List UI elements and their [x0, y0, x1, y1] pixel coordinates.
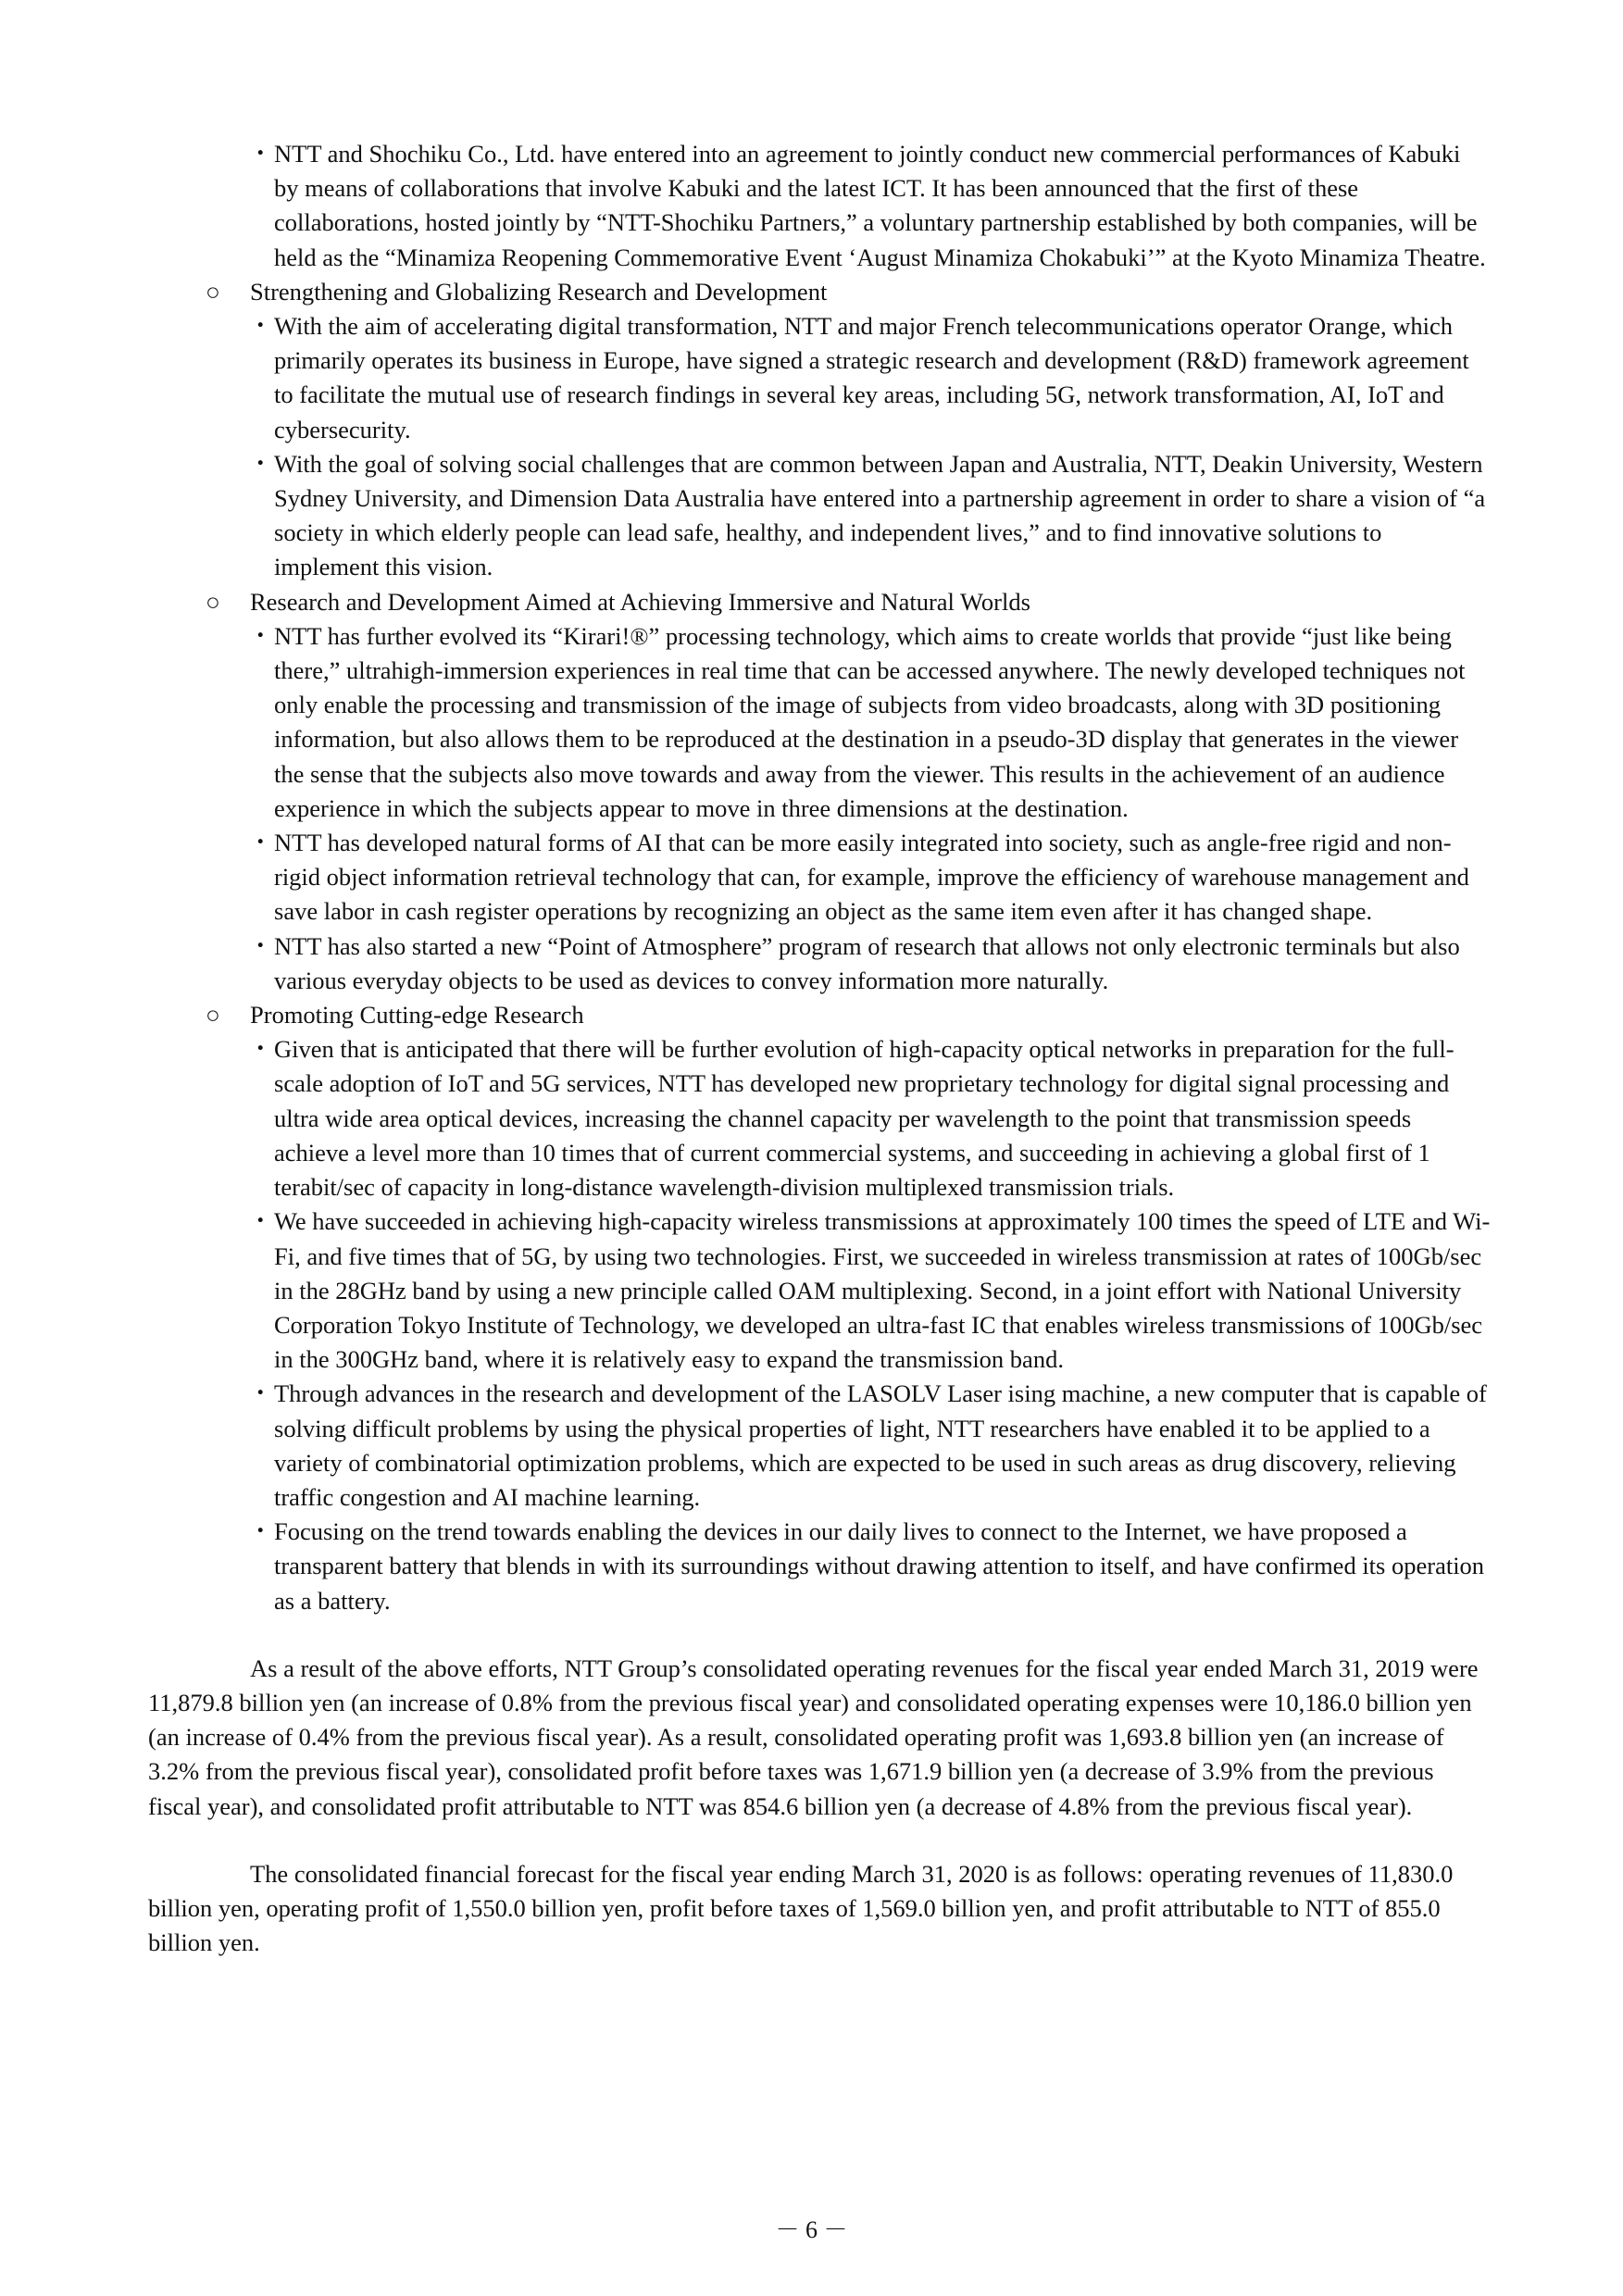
- list-item: [148, 619, 1491, 826]
- bullet-text: We have succeeded in achieving high-capacity wireless transmissions at approximately 100 times the speed of LTE and Wi-Fi, and five times that of 5G, by using two technologies. First, we succeeded in wireless transmission at rates of 100Gb/sec in the 28GHz band by using a new principle called OAM multiplexing. Second, in a joint effort with National University Corporation Tokyo Institute of Technology, we developed an ultra-fast IC that enables wireless transmissions of 100Gb/sec in the 300GHz band, where it is relatively easy to expand the transmission band.: [274, 1207, 1491, 1374]
- page-content: [148, 137, 1491, 1960]
- forecast-paragraph: The consolidated financial forecast for the fiscal year ending March 31, 2020 is as follows: operating revenues of 11,830.0 billion yen, operating profit of 1,550.0 billion yen, profit before taxes of 1,569.0 billion yen, and profit attributable to NTT of 855.0 billion yen.: [148, 1859, 1454, 1957]
- bullet-text: Given that is anticipated that there will be further evolution of high-capacity optical networks in preparation for the full-scale adoption of IoT and 5G services, NTT has developed new proprietary technology for digital signal processing and ultra wide area optical devices, increasing the channel capacity per wavelength to the point that transmission speeds achieve a level more than 10 times that of current commercial systems, and succeeding in achieving a global first of 1 terabit/sec of capacity in long-distance wavelength-division multiplexed transmission trials.: [274, 1035, 1454, 1202]
- bullet-text: Through advances in the research and development of the LASOLV Laser ising machine, a new computer that is capable of solving difficult problems by using the physical properties of light, NTT researchers have enabled it to be applied to a variety of combinatorial optimization problems, which are expected to be used in such areas as drug discovery, relieving traffic congestion and AI machine learning.: [274, 1379, 1487, 1511]
- list-item: [148, 826, 1491, 930]
- page-number: － 6 －: [775, 2216, 848, 2243]
- bullet-marker: ・: [248, 1207, 273, 1236]
- bullet-marker: ・: [248, 621, 273, 650]
- bullet-marker: ・: [248, 1517, 273, 1546]
- section-heading: [148, 275, 1491, 309]
- bullet-text: NTT has developed natural forms of AI that can be more easily integrated into society, such as angle-free rigid and non-rigid object information retrieval technology that can, for example, improve the efficiency of warehouse management and save labor in cash register operations by recognizing an object as the same item even after it has changed shape.: [274, 829, 1469, 926]
- section-heading-text: Strengthening and Globalizing Research and Development: [250, 277, 828, 306]
- section-heading: [148, 585, 1491, 619]
- list-item: [148, 1515, 1491, 1618]
- section-heading: [148, 998, 1491, 1032]
- list-item: [148, 1377, 1491, 1515]
- bullet-text: NTT has also started a new “Point of Atmosphere” program of research that allows not only electronic terminals but also various everyday objects to be used as devices to convey information more naturally.: [274, 931, 1460, 994]
- list-item: [148, 930, 1491, 998]
- bullet-text: Focusing on the trend towards enabling the devices in our daily lives to connect to the Internet, we have proposed a transparent battery that blends in with its surroundings without drawing attention to itself, and have confirmed its operation as a battery.: [274, 1517, 1485, 1615]
- list-item: [148, 447, 1491, 585]
- bullet-marker: ・: [248, 829, 273, 857]
- section-heading-text: Research and Development Aimed at Achieving Immersive and Natural Worlds: [250, 587, 1030, 616]
- bullet-marker: ・: [248, 1035, 273, 1064]
- list-item: [148, 1204, 1491, 1377]
- bullet-marker: ・: [248, 1379, 273, 1408]
- section-heading-text: Promoting Cutting-edge Research: [250, 1001, 584, 1029]
- section-marker: ○: [206, 587, 221, 616]
- bullet-text: NTT and Shochiku Co., Ltd. have entered into an agreement to jointly conduct new commercial performances of Kabuki by means of collaborations that involve Kabuki and the latest ICT. It has been announced that the first of these collaborations, hosted jointly by “NTT-Shochiku Partners,” a voluntary partnership established by both companies, will be held as the “Minamiza Reopening Commemorative Event ‘August Minamiza Chokabuki’” at the Kyoto Minamiza Theatre.: [274, 140, 1486, 271]
- intro-bullet: [148, 137, 1491, 275]
- bullet-marker: ・: [248, 312, 273, 341]
- bullet-marker: ・: [248, 931, 273, 960]
- spacer: [148, 1618, 1491, 1652]
- bullet-text: With the goal of solving social challenges that are common between Japan and Australia, NTT, Deakin University, Western Sydney University, and Dimension Data Australia have entered into a partnership agreement in order to share a vision of “a society in which elderly people can lead safe, healthy, and independent lives,” and to find innovative solutions to implement this vision.: [274, 449, 1486, 581]
- list-item: [148, 309, 1491, 447]
- section-marker: ○: [206, 277, 221, 306]
- section-marker: ○: [206, 1001, 221, 1029]
- spacer: [148, 1824, 1491, 1857]
- bullet-text: NTT has further evolved its “Kirari!®” processing technology, which aims to create worlds that provide “just like being there,” ultrahigh-immersion experiences in real time that can be accessed anywhere. The newly developed techniques not only enable the processing and transmission of the image of subjects from video broadcasts, along with 3D positioning information, but also allows them to be reproduced at the destination in a pseudo-3D display that generates in the viewer the sense that the subjects also move towards and away from the viewer. This results in the achievement of an audience experience in which the subjects appear to move in three dimensions at the destination.: [274, 621, 1466, 822]
- list-item: [148, 1032, 1491, 1204]
- bullet-marker: ・: [248, 449, 273, 478]
- bullet-text: With the aim of accelerating digital transformation, NTT and major French telecommunications operator Orange, which primarily operates its business in Europe, have signed a strategic research and development (R&D) framework agreement to facilitate the mutual use of research findings in several key areas, including 5G, network transformation, AI, IoT and cybersecurity.: [274, 312, 1469, 443]
- bullet-marker: ・: [248, 140, 273, 168]
- results-paragraph: As a result of the above efforts, NTT Group’s consolidated operating revenues for the fiscal year ended March 31, 2019 were 11,879.8 billion yen (an increase of 0.8% from the previous fiscal year) and consolidated operating expenses were 10,186.0 billion yen (an increase of 0.4% from the previous fiscal year). As a result, consolidated operating profit was 1,693.8 billion yen (an increase of 3.2% from the previous fiscal year), consolidated profit before taxes was 1,671.9 billion yen (a decrease of 3.9% from the previous fiscal year), and consolidated profit attributable to NTT was 854.6 billion yen (a decrease of 4.8% from the previous fiscal year).: [148, 1653, 1479, 1820]
